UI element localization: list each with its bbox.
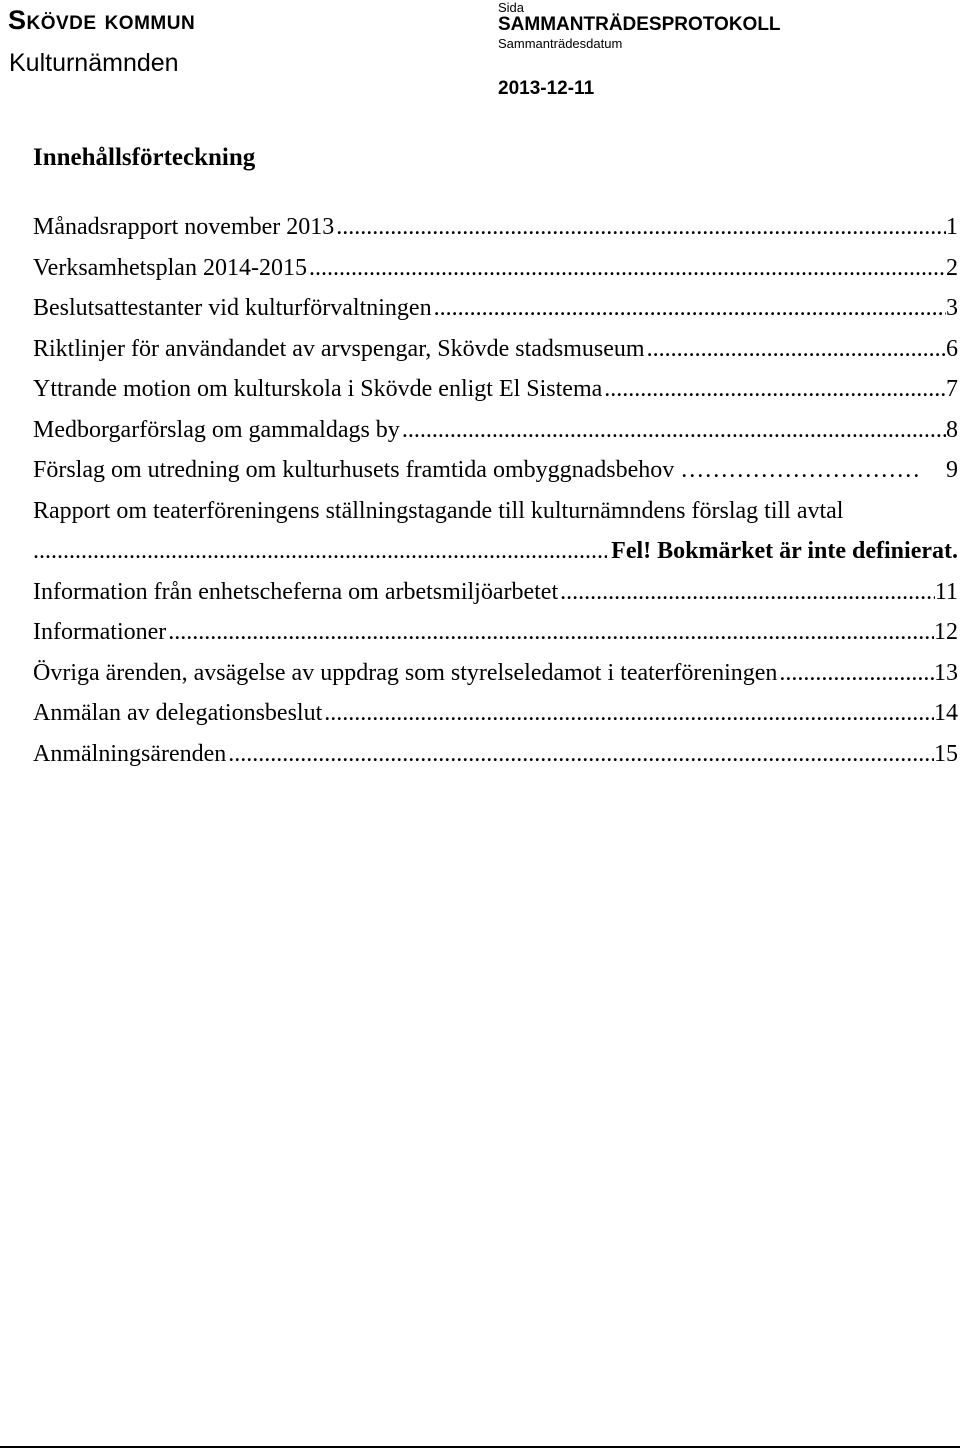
- toc-entry[interactable]: [33, 653, 958, 694]
- toc-entry[interactable]: [33, 329, 958, 370]
- toc-leader: [400, 410, 946, 451]
- toc-entry-page: 1: [946, 214, 958, 240]
- page-label: Sida: [498, 0, 525, 15]
- header-meta: [498, 0, 781, 51]
- toc-entry-title: Medborgarförslag om gammaldags by: [33, 416, 400, 443]
- toc-entry-page: 7: [946, 376, 958, 402]
- toc-entry-page: 2: [946, 254, 958, 281]
- toc-entry-page: 12: [934, 619, 958, 645]
- toc-entry[interactable]: [33, 693, 958, 734]
- toc-entry[interactable]: [33, 572, 958, 613]
- toc-entry[interactable]: [33, 491, 958, 532]
- toc-entry[interactable]: [33, 248, 958, 289]
- toc-entry-page-error: Fel! Bokmärket är inte definierat.: [611, 538, 958, 564]
- toc-entry-title: Månadsrapport november 2013: [33, 214, 335, 240]
- toc-entry-title: Beslutsattestanter vid kulturförvaltningen: [33, 295, 432, 321]
- toc-leader: [33, 531, 607, 572]
- toc-entry-page: 13: [934, 659, 958, 686]
- committee-name: Kulturnämnden: [9, 49, 179, 77]
- toc-entry[interactable]: [33, 288, 958, 329]
- meeting-date: 2013-12-11: [498, 78, 595, 99]
- date-label: Sammanträdesdatum: [498, 36, 623, 51]
- toc-leader: [777, 653, 934, 694]
- toc-entry-title: Riktlinjer för användandet av arvspengar, Skövde stadsmuseum: [33, 335, 645, 362]
- toc-entry-title: Rapport om teaterföreningens ställningstagande till kulturnämndens förslag till avtal: [33, 497, 844, 524]
- toc-entry-page: 3: [946, 295, 958, 321]
- table-of-contents: [33, 207, 958, 774]
- toc-leader: [307, 248, 946, 289]
- toc-entry-page: 15: [934, 740, 958, 767]
- toc-entry-title: Anmälan av delegationsbeslut: [33, 700, 323, 726]
- toc-leader: [645, 329, 946, 370]
- toc-entry[interactable]: [33, 612, 958, 653]
- toc-entry-page: 14: [934, 700, 958, 726]
- toc-entry-continuation[interactable]: [33, 531, 958, 572]
- toc-entry-title: Förslag om utredning om kulturhusets framtida ombyggnadsbehov: [33, 457, 675, 483]
- footer-rule: [0, 1446, 960, 1448]
- toc-entry-page: 9: [946, 457, 958, 483]
- toc-entry[interactable]: [33, 410, 958, 451]
- toc-entry-title: Övriga ärenden, avsägelse av uppdrag som styrelseledamot i teaterföreningen: [33, 659, 778, 686]
- toc-leader: [166, 612, 934, 653]
- toc-entry[interactable]: [33, 450, 958, 491]
- toc-entry-page: 8: [946, 416, 958, 443]
- toc-heading: Innehållsförteckning: [33, 144, 256, 171]
- toc-leader: [602, 369, 946, 410]
- toc-entry-title: Yttrande motion om kulturskola i Skövde enligt El Sistema: [33, 376, 603, 402]
- toc-entry[interactable]: [33, 369, 958, 410]
- toc-leader: [674, 450, 946, 491]
- toc-entry[interactable]: [33, 207, 958, 248]
- toc-leader: [558, 572, 935, 613]
- toc-leader: [322, 693, 934, 734]
- toc-leader: [432, 288, 946, 329]
- toc-entry[interactable]: [33, 734, 958, 775]
- toc-entry-title: Anmälningsärenden: [33, 740, 227, 767]
- toc-leader: [226, 734, 934, 775]
- toc-entry-title: Verksamhetsplan 2014-2015: [33, 254, 307, 281]
- toc-entry-title: Informationer: [33, 619, 167, 645]
- toc-entry-page: 11: [934, 578, 958, 605]
- toc-leader: [334, 207, 946, 248]
- toc-entry-title: Information från enhetscheferna om arbetsmiljöarbetet: [33, 578, 559, 605]
- toc-entry-page: 6: [946, 335, 958, 362]
- municipality-name: Skövde kommun: [8, 5, 196, 35]
- document-header: [0, 0, 960, 110]
- document-type: SAMMANTRÄDESPROTOKOLL: [498, 14, 781, 35]
